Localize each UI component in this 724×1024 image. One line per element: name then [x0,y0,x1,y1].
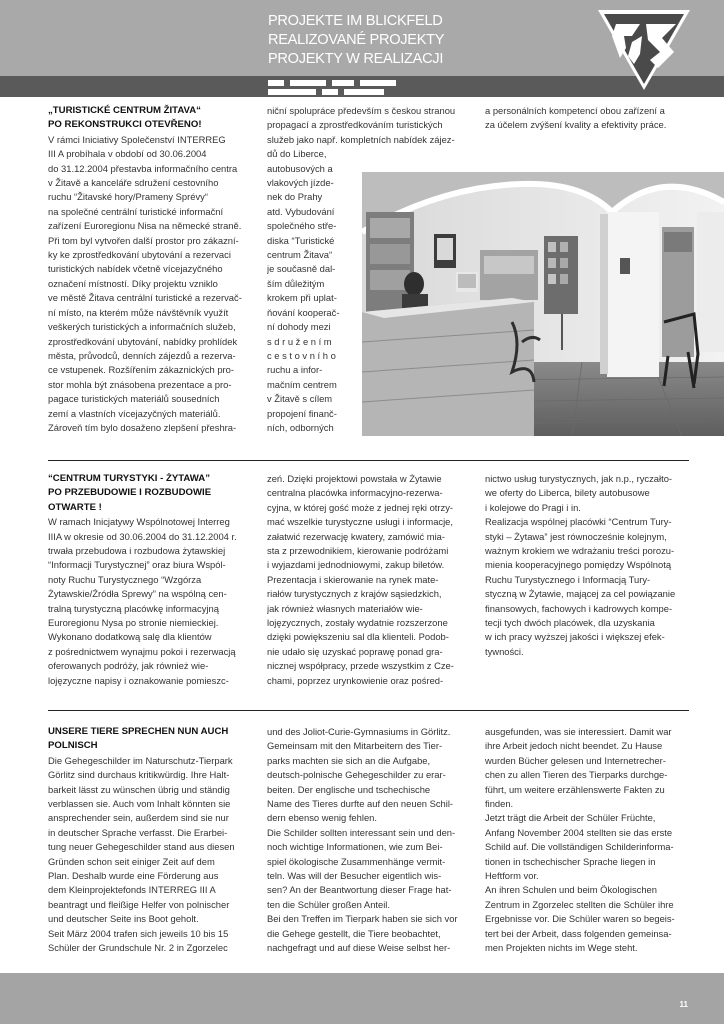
text-line: cyjna, w której gość może z jednej ręki otrzy- [267,501,454,513]
text-line: mać wszelkie turystyczne usługi i informacje, [267,516,453,528]
text-line: Bei den Treffen im Tierpark haben sie sich vor [267,913,458,925]
text-line: III A probíhala v období od 30.06.2004 [48,148,207,160]
text-line: Zentrum in Zgorzelec stellten die Schüler ihre [485,898,674,910]
title-line-cz: REALIZOVANÉ PROJEKTY [268,32,445,48]
text-line: sen? An der Beantwortung dieser Frage hat- [267,884,452,896]
text-line: tert bei der Arbeit, dass folgenden gemeinsa- [485,927,672,939]
section2-column3 [485,472,691,659]
section1-column2-text-top [267,104,473,147]
section2-column3-text [485,472,691,659]
section3-heading-line1: UNSERE TIERE SPRECHEN NUN AUCH [48,726,229,737]
text-line: ve městě Žitava centrální turistické a rezervač- [48,292,242,304]
text-line: An ihren Schulen und beim Ökologischen [485,884,657,896]
text-line: nek do Prahy [267,191,323,203]
text-line: chami, poprzez urynkowienie oraz pośred- [267,674,444,686]
text-line: Schüler der Grundschule Nr. 2 in Zgorzelec [48,942,228,954]
euroregion-logo [596,6,692,92]
text-line: Heftform vor. [485,870,539,882]
text-line: a personálních kompetencí obou zařízení a [485,105,665,116]
text-line: zemí a vlastních vícejazyčných materiálů. [48,407,221,419]
text-line: zeń. Dzięki projektowi powstała w Żytawie [267,473,442,484]
title-line-pl: PROJEKTY W REALIZACJI [268,51,444,67]
section2-heading-line3: OTWARTE ! [48,501,102,513]
section1-column3 [485,104,691,133]
text-line: propagací a zprostředkováním turistických [267,119,443,131]
text-line: Prezentacja i skierowanie na rynek mate- [267,573,439,585]
text-line: und des Joliot-Curie-Gymnasiums in Görlitz. [267,726,451,737]
text-line: zprostředkování ubytování, nabídky prohlídek [48,335,238,347]
text-line: sta z przewodnikiem, kierowanie podróżami [267,545,449,557]
text-line: ším důležitým [267,277,325,289]
text-line: c e s t o v n í h o [267,349,336,361]
text-line: společného stře- [267,220,337,232]
text-line: styki – Żytawa” jest równocześnie kolejnym, [485,530,667,542]
section3-column2-text [267,725,473,956]
text-line: nachgefragt und auf diese Weise selbst her- [267,942,451,954]
text-line: führt, um weitere erzählenswerte Fakten zu [485,783,665,795]
text-line: w ich pracy wyższej jakości i większej efek- [485,631,665,643]
text-line: do 31.12.2004 přestavba informačního centra [48,162,238,174]
text-line: ansprechender sein, außerdem sind sie nur [48,812,229,824]
text-line: “Informacji Turystycznej” oraz biura Wspól- [48,559,226,571]
text-line: atd. Vybudování [267,205,335,217]
text-line: dern ebenso wenig fehlen. [267,812,377,824]
text-line: ní místo, na kterém může návštěvník využít [48,306,229,318]
text-line: turistických nabídek včetně vícejazyčného [48,263,223,275]
text-line: in deutscher Sprache verfasst. Die Erarbei- [48,826,228,838]
section3-column3-text [485,725,691,956]
section2-column1-text [48,515,254,688]
footer-band [0,973,724,1024]
text-line: z pośrednictwem wynajmu pokoi i rezerwacją [48,645,236,657]
section3-heading-line2: POLNISCH [48,740,98,752]
text-line: Die Schilder sollten interessant sein und den- [267,826,456,838]
page-number: 11 [679,1000,688,1009]
text-line: ausgefunden, was sie interessiert. Damit war [485,726,672,737]
text-line: Euroregionu Nysa po stronie niemieckiej. [48,617,219,629]
text-line: ňování kooperač- [267,306,340,318]
text-line: we oferty do Liberca, bilety autobusowe [485,487,650,499]
text-line: finansowych, fachowych i kadrowych kompe- [485,602,673,614]
text-line: riałów turystycznych z krajów sąsiedzkich, [267,588,442,600]
text-line: pagace turistických materiálů sousedních [48,393,220,405]
text-line: tecji tych dwóch placówek, dla uzyskania [485,617,655,629]
text-line: teln. Was will der Besucher eigentlich wis- [267,870,442,882]
text-line: styczną w Żytawie, mającej za cel powiązanie [485,588,676,600]
text-line: zařízení Euroregionu Nisa na německé straně. [48,220,242,232]
text-line: dem Kleinprojektefonds INTERREG III A [48,884,216,896]
text-line: jak również własnych materiałów wie- [267,602,423,614]
text-line: stor mohla být znásobena prezentace a pro- [48,378,232,390]
text-line: Görlitz sind durchaus kritikwürdig. Ihre Halt- [48,769,230,781]
text-line: Anfang November 2004 stellten sie das erste [485,826,673,838]
section1-column1 [48,104,254,435]
section1-column1-text [48,133,254,436]
text-line: finden. [485,798,514,810]
text-line: lojęzyczne napisy i oznakowanie pomieszc- [48,674,229,686]
text-line: trwała przebudowa i rozbudowa żytawskiej [48,545,226,557]
text-line: města, průvodců, denních zájezdů a rezerva- [48,349,236,361]
text-line: niční spolupráce především s českou stranou [267,105,456,116]
text-line: Name des Tieres durfte auf den neuen Schil- [267,798,454,810]
text-line: autobusových a [267,162,333,174]
text-line: Schild auf. Die vollständigen Schilderinforma- [485,841,674,853]
text-line: nicznej współpracy, przede wszystkim z Cze- [267,660,454,672]
section2-column1 [48,472,254,688]
section1-column2-text-narrow [267,147,351,435]
text-line: ihre Arbeit jedoch nicht beendet. Zu Hause [485,740,663,752]
text-line: v Žitavě s cílem [267,393,333,405]
text-line: noch wichtige Informationen, wie zum Bei- [267,841,443,853]
text-line: beantragt und fleißige Helfer von polnischer [48,898,230,910]
text-line: IIIA w okresie od 30.06.2004 do 31.12.2004 r. [48,530,237,542]
text-line: nictwo usług turystycznych, jak n.p., ryczałto- [485,473,673,484]
text-line: dů do Liberce, [267,148,327,160]
text-line: Ergebnisse vor. Die Schüler waren so begeis- [485,913,675,925]
section3-column2 [267,725,473,956]
text-line: vlakových jízde- [267,177,334,189]
text-line: oferowanych podróży, jak również wie- [48,660,209,672]
text-line: i wyjazdami jednodniowymi, zakup biletów. [267,559,445,571]
text-line: Ruchu Turystycznego i Informacją Tury- [485,573,651,585]
section3-column1 [48,725,254,956]
text-line: Realizacja wspólnej placówki “Centrum Tury- [485,516,672,528]
text-line: za účelem zvýšení kvality a efektivity práce. [485,119,667,131]
text-line: Wykonano dodatkową salę dla klientów [48,631,212,643]
text-line: tralną turystyczną placówkę informacyjną [48,602,219,614]
section2-heading-line2: PO PRZEBUDOWIE I ROZBUDOWIE [48,487,212,499]
section2-top-rule [48,460,689,461]
text-line: služeb jako např. kompletních nabídek zájez- [267,133,455,145]
text-line: V rámci Iniciativy Společenství INTERREG [48,133,226,145]
text-line: załatwić rezerwację kwatery, zamówić mia- [267,530,445,542]
section2-column2-text [267,472,473,688]
text-line: deutsch-polnische Gehegeschilder zu erar- [267,769,446,781]
text-line: je současně dal- [267,263,336,275]
text-line: mačním centrem [267,378,337,390]
section3-top-rule [48,710,689,711]
text-line: ruchu a infor- [267,364,323,376]
text-line: krokem při uplat- [267,292,337,304]
text-line: v Žitavě a kanceláře sdružení cestovního [48,177,219,189]
text-line: und deutscher Seite ins Boot geholt. [48,913,199,925]
section1-heading-line1: „TURISTICKÉ CENTRUM ŽITAVA“ [48,105,201,116]
text-line: Při tom byl vytvořen další prostor pro zákazní- [48,234,239,246]
text-line: ruchu “Žitavské hory/Prameny Sprévy“ [48,191,208,203]
text-line: centrum Žitava“ [267,249,333,261]
text-line: parks machten sie sich an die Aufgabe, [267,754,431,766]
text-line: ky ke zprostředkování ubytování a rezervaci [48,249,231,261]
text-line: tionen in tschechischer Sprache liegen in [485,855,656,867]
text-line: nie udało się uzyskać poprawę ponad gra- [267,645,443,657]
tourist-center-photo [362,172,724,436]
text-line: dzięki powiększeniu sal dla klienteli. Podob- [267,631,449,643]
text-line: ních, odborných [267,421,334,433]
section1-heading-line2: PO REKONSTRUKCI OTEVŘENO! [48,119,202,131]
page-title [268,12,588,69]
text-line: ważnym krokiem we wdrażaniu treści porozu- [485,545,675,557]
text-line: verblassen sie. Auch vom Inhalt könnten sie [48,798,231,810]
text-line: propojení finanč- [267,407,337,419]
header-decor-bars [268,77,408,95]
text-line: s d r u ž e n í m [267,335,332,347]
text-line: noty Ruchu Turystycznego “Wzgórza [48,573,202,585]
text-line: wurden Bücher gelesen und Internetrecher- [485,754,666,766]
section3-column3 [485,725,691,956]
text-line: ten die Schüler großen Anteil. [267,898,390,910]
section3-column1-text [48,754,254,956]
section2-column2 [267,472,473,688]
text-line: Gemeinsam mit den Mitarbeitern des Tier- [267,740,443,752]
text-line: W ramach Inicjatywy Wspólnotowej Interreg [48,516,230,528]
text-line: die Gehege gestellt, die Tiere beobachtet, [267,927,441,939]
text-line: ce vstupenek. Rozšířením zákaznických pro- [48,364,235,376]
text-line: barkeit lässt zu wünschen übrig und ständig [48,783,230,795]
text-line: men Projekten nichts im Wege steht. [485,942,638,954]
text-line: veškerých turistických a informačních služeb, [48,321,236,333]
text-line: centralna placówka informacyjno-rezerwa- [267,487,443,499]
title-line-de: PROJEKTE IM BLICKFELD [268,13,443,29]
text-line: tywności. [485,645,524,657]
text-line: lojęzycznych, zostały wydatnie rozszerzone [267,617,448,629]
text-line: Żytawskie/Źródła Sprewy” na wspólną cen- [48,588,227,600]
text-line: spiel ökologische Zusammenhänge vermit- [267,855,446,867]
text-line: diska “Turistické [267,234,335,246]
section2-heading-line1: “CENTRUM TURYSTYKI - ŻYTAWA” [48,473,211,484]
text-line: i kolejowe do Pragi i in. [485,501,581,513]
text-line: beiten. Der englische und tschechische [267,783,431,795]
text-line: Jetzt trägt die Arbeit der Schüler Früchte, [485,812,656,824]
text-line: Seit März 2004 trafen sich jeweils 10 bis 15 [48,927,229,939]
text-line: na společné centrální turistické informační [48,205,224,217]
text-line: Plan. Deshalb wurde eine Förderung aus [48,870,219,882]
text-line: chen zu allen Tieren des Tierparks durchge- [485,769,668,781]
text-line: Die Gehegeschilder im Naturschutz-Tierpark [48,754,233,766]
text-line: Gründen schon seit einiger Zeit auf dem [48,855,215,867]
section1-column3-text [485,104,691,133]
text-line: tung neuer Gehegeschilder stand aus diesen [48,841,235,853]
text-line: ní dohody mezi [267,321,331,333]
text-line: Zároveň tím bylo dosaženo zlepšení přeshra- [48,421,237,433]
text-line: označení místností. Díky projektu vzniklo [48,277,218,289]
text-line: mienia kooperacyjnego pomiędzy Wspólnotą [485,559,672,571]
